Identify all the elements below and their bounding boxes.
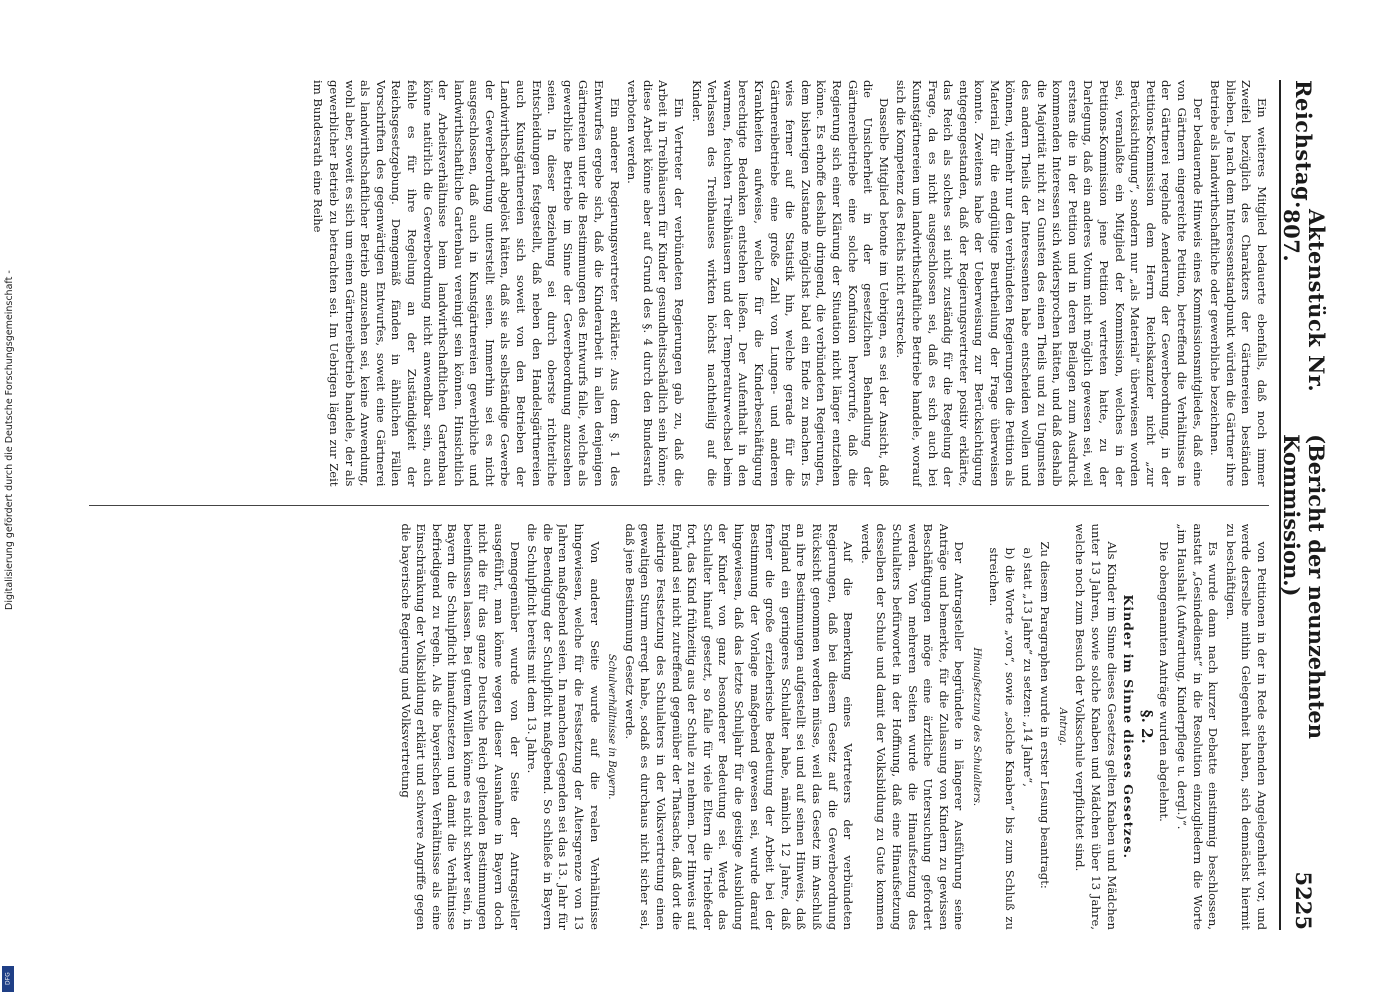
paragraph: Als Kinder im Sinne dieses Gesetzes gelten Knaben und Mädchen unter 13 Jahren, sowie solche Knaben und Mädchen über 13 Jahre, welche noch zum Besuch der Volksschule verpflichtet sind. bbox=[1073, 523, 1119, 930]
paragraph: Auf die Bemerkung eines Vertreters der verbündeten Regierungen, daß bei diesem Gesetz auf die Gewerbeordnung Rücksicht genommen werden müsse, weil das Gesetz im Anschluß an ihre Bestimmungen aufgestellt sei und auf seinen Hinweis, daß England ein geringeres Schulalter habe, nämlich 12 Jahre, daß ferner die große erzieherische Bedeutung der Arbeit bei der Bestimmung der Vorlage maßgebend gewesen sei, wurde darauf hingewiesen, daß das letzte Schuljahr für die geistige Ausbildung der Kinder von ganz besonderer Bedeutung sei. Werde das Schulalter hinauf gesetzt, so falle für viele Eltern die Triebfeder fort, das Kind frühzeitig aus der Schule zu nehmen. Der Hinweis auf England sei nicht zutreffend gegenüber der Thatsache, daß dort die niedrige Festsetzung des Schulalters in der Volksvertretung einen gewaltigen Sturm erregt habe, sodaß es durchaus nicht sicher sei, daß jene Bestimmung Gesetz werde. bbox=[622, 523, 856, 930]
section-title: §. 2. bbox=[1137, 709, 1156, 744]
paragraph: Zu diesem Paragraphen wurde in erster Lesung beantragt: bbox=[1038, 541, 1053, 889]
paragraph: Der Antragsteller begründete in längerer Ausführung seine Anträge und bemerkte, für die Zulassung von Kindern zu gewissen Beschäftigungen möge eine ärztliche Untersuchung gefordert werden. Von mehreren Seiten wurde die Hinaufsetzung des Schulalters befürwortet in der Hoffnung, daß eine Hinaufsetzung desselben der Schule und damit der Volksbildung zu Gute kommen werde. bbox=[858, 523, 967, 930]
left-column bbox=[89, 80, 1269, 487]
header-left: Reichstag. bbox=[1291, 80, 1317, 209]
page-header bbox=[1279, 80, 1327, 930]
paragraph: Ein weiteres Mitglied bedauerte ebenfalls, daß noch immer Zweifel bezüglich des Charakters der Gärtnereien beständen blieben. Je nach dem Interessenstandpunkt würden die Gärtner ihre Betriebe als landwirthschaftliche oder gewerbliche bezeichnen. bbox=[1208, 80, 1269, 487]
paragraph: Es wurde dann nach kurzer Debatte einstimmig beschlossen, anstatt „Gesindedienst“ in die Resolution einzugliedern die Worte „im Haushalt (Aufwartung, Kinderpflege u. dergl.)“. bbox=[1175, 523, 1221, 930]
paragraph: Demgegenüber wurde von der Seite der Antragsteller ausgeführt, man könne wegen dieser Ausnahme in Bayern doch nicht die für das ganze Deutsche Reich geltenden Bestimmungen beeinflussen lassen. Bei gutem Willen könne es nicht schwer sein, in Bayern die Schulpflicht hinaufzusetzen und damit die Verhältnisse befriedigend zu regeln. Als die bayerischen Verhältnisse als eine Einschränkung der Volksbildung erklärt und schwere Angriffe gegen die bayerische Regierung und Volksvertretung bbox=[398, 523, 522, 930]
column-divider bbox=[89, 505, 1269, 506]
antrag-item: a) statt „13 Jahre“ zu setzen: „14 Jahre“, bbox=[1020, 547, 1035, 787]
antrag-heading: Antrag. bbox=[1056, 707, 1068, 746]
paragraph: Dasselbe Mitglied betonte im Uebrigen, es sei der Ansicht, daß die Unsicherheit in der gesetzlichen Behandlung der Gärtnereibetriebe eine solche Konfusion hervorrufe, daß die Regierung sich einer Klärung der Situation nicht länger entziehen könne. Es erhoffe deshalb dringend, die verbündeten Regierungen, dem bisherigen Zustande möglichst bald ein Ende zu machen. Es wies ferner auf die Statistik hin, welche gerade für die Gärtnereibetriebe eine große Zahl von Lungen- und anderen Krankheiten aufweise, welche für die Kinderbeschäftigung berechtigte Bedenken entstehen ließen. Der Aufenthalt in den warmen, feuchten Treibhäusern und der Temperaturwechsel beim Verlassen des Treibhauses wirkten höchst nachtheilig auf die Kinder. bbox=[689, 80, 891, 487]
header-middle: Aktenstück Nr. 807. bbox=[1279, 208, 1329, 393]
section-subtitle: Kinder im Sinne dieses Gesetzes. bbox=[1121, 594, 1137, 860]
dfg-logo-icon: DFG bbox=[2, 966, 14, 992]
paragraph: Ein Vertreter der verbündeten Regierungen gab zu, daß die Arbeit in Treibhäusern für Kinder gesundheitsschädlich sein könne; diese Arbeit könne aber auf Grund des §. 4 durch den Bundesrath verboten werden. bbox=[625, 80, 687, 487]
schulalter-heading: Hinaufsetzung des Schulalters. bbox=[970, 647, 982, 807]
paragraph: Von anderer Seite wurde auf die realen Verhältnisse hingewiesen, welche für die Festsetzung der Altersgrenze von 13 Jahren maßgebend seien. In manchen Gegenden sei das 13. Jahr für die Beendigung der Schulpflicht maßgebend. So schließe in Bayern die Schulpflicht bereits mit dem 13. Jahre. bbox=[525, 523, 602, 930]
header-right: (Bericht der neunzehnten Kommission.) bbox=[1279, 434, 1329, 739]
antrag-item: b) die Worte „von“, sowie „solche Knaben“ bis zum Schluß zu streichen. bbox=[987, 547, 1018, 930]
page-number: 5225 bbox=[1291, 871, 1317, 930]
paragraph: von Petitionen in der in Rede stehenden Angelegenheit vor, und werde derselbe mithin Gelegenheit haben, sich demnächst hiermit zu beschäftigen. bbox=[1223, 523, 1269, 930]
text-columns bbox=[89, 80, 1269, 930]
digitization-note: Digitalisierung gefördert durch die Deutsche Forschungsgemeinschaft - bbox=[4, 270, 15, 610]
page-content bbox=[77, 80, 1327, 930]
paragraph: Der bedauernde Hinweis eines Kommissionsmitgliedes, daß eine von Gärtnern eingereichte Petition, betreffend die Verhältnisse in der Gärtnerei regelnde Aenderung der Gewerbeordnung, in der Petitions-Kommission dem Herrn Reichskanzler nicht „zur Berücksichtigung“, sondern nur „als Material“ überwiesen worden sei, veranlaßte ein Mitglied der Kommission, welches in der Petitions-Kommission jene Petition vertreten hatte, zu der Darlegung, daß ein anderes Votum nicht möglich gewesen sei, weil erstens die in der Petition und in deren Beilagen zum Ausdruck kommenden Interessen sich widersprochen hätten, und daß deshalb die Majorität nicht zu Gunsten des einen Theils und zu Ungunsten des andern Theils der Interessenten habe entscheiden wollen und können, vielmehr nur den verbündeten Regierungen die Petition als Material für die endgültige Beurtheilung der Frage überweisen konnte. Zweitens habe der Ueberweisung zur Berücksichtigung entgegengestanden, daß der Regierungsvertreter positiv erklärte, das Reich als solches sei nicht zuständig für die Regelung der Frage, da es nicht ausgeschlossen sei, daß es sich auch bei Kunstgärtnereien um landwirthschaftliche Betriebe handele, worauf sich die Kompetenz des Reichs nicht erstrecke. bbox=[894, 80, 1205, 487]
right-column bbox=[89, 524, 1269, 931]
paragraph: Die obengenannten Anträge wurden abgelehnt. bbox=[1157, 541, 1172, 822]
paragraph: Ein anderer Regierungsvertreter erklärte: Aus dem §. 1 des Entwurfes ergebe sich, daß die Kinderarbeit in allen denjenigen Gärtnereien unter die Bestimmungen des Entwurfs falle, welche als gewerbliche Betriebe im Sinne der Gewerbeordnung anzusehen seien. In dieser Beziehung sei durch oberste richterliche Entscheidungen festgestellt, daß neben den Handelsgärtnereien auch Kunstgärtnereien sich soweit von den Betrieben der Landwirthschaft abgelöst hätten, daß sie als selbständige Gewerbe der Gewerbeordnung unterstellt seien. Immerhin sei es nicht ausgeschlossen, daß auch in Kunstgärtnereien gewerbliche und landwirthschaftliche Gartenbau vereinigt sein können. Hinsichtlich der Arbeitsverhältnisse beim landwirthschaftlichen Gartenbau könne natürlich die Gewerbeordnung nicht anwendbar sein, auch fehle es für ihre Regelung an der Zuständigkeit der Reichsgesetzgebung. Demgemäß fänden in ähnlichen Fällen Vorschriften des gegenwärtigen Entwurfes, soweit eine Gärtnerei als landwirthschaftlicher Betrieb anzusehen sei, keine Anwendung, wohl aber, soweit es sich um einen Gärtnereibetrieb handele, der als gewerblicher Betrieb zu betrachten sei. Im Uebrigen lägen zur Zeit im Bundesrath eine Reihe bbox=[311, 80, 622, 487]
bayern-heading: Schulverhältnisse in Bayern. bbox=[606, 653, 618, 800]
